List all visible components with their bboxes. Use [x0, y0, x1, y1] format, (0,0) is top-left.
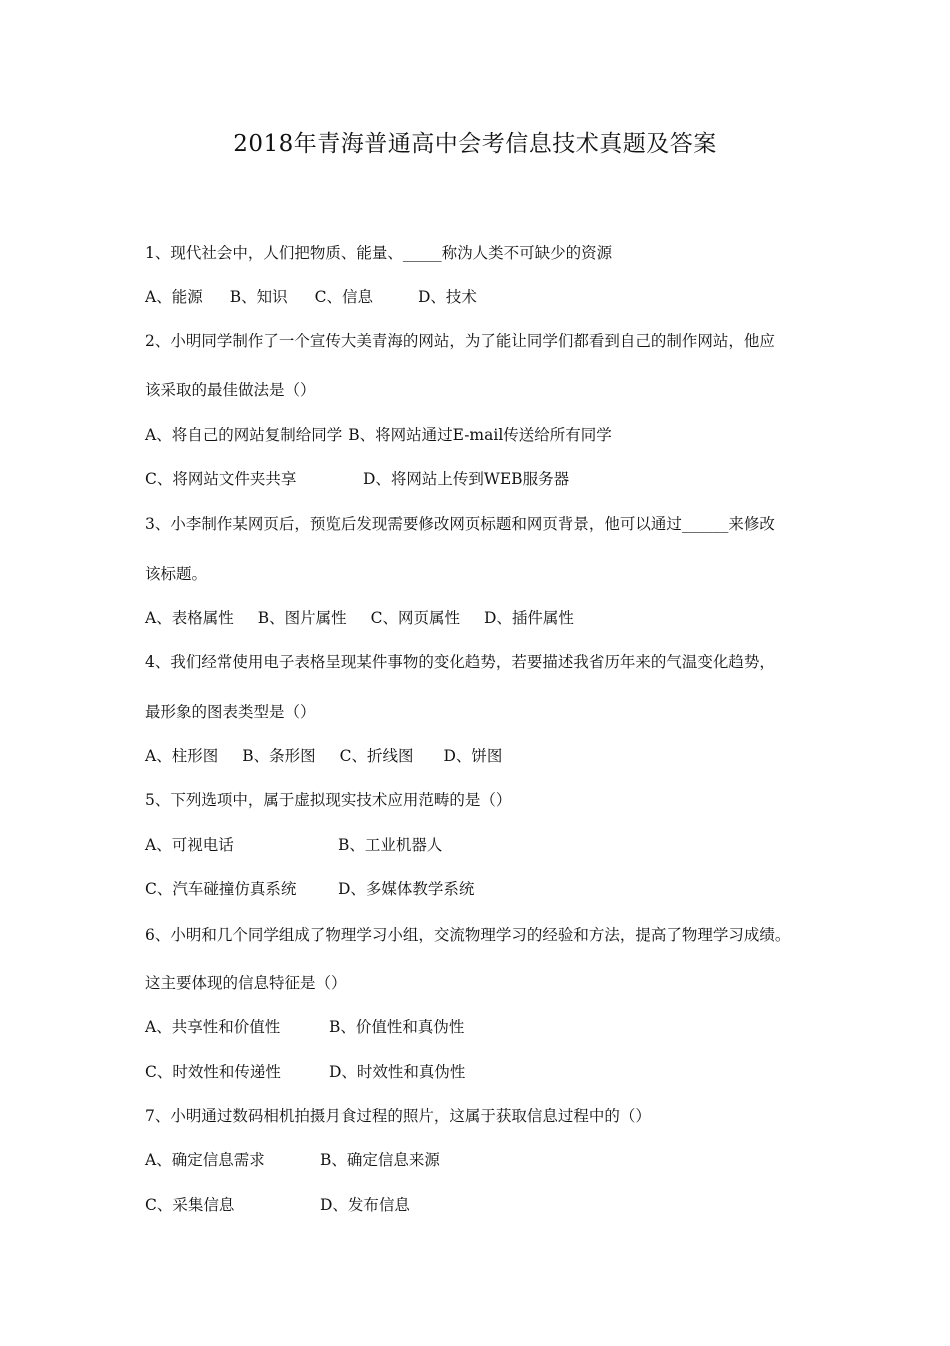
question-3-options — [145, 607, 574, 629]
q3-option-b: B、图片属性 — [257, 609, 347, 627]
q1-option-b: B、知识 — [229, 288, 288, 306]
question-7-options-row2 — [145, 1194, 410, 1216]
q1-option-a: A、能源 — [145, 288, 203, 306]
q1-option-d: D、技术 — [417, 288, 477, 306]
q6-option-b: B、价值性和真伪性 — [329, 1018, 465, 1036]
question-6-options-row2 — [145, 1061, 465, 1083]
q7-option-b: B、确定信息来源 — [320, 1151, 440, 1169]
q2-option-c: C、将网站文件夹共享 — [145, 470, 297, 488]
q4-option-b: B、条形图 — [242, 747, 316, 765]
q4-option-d: D、饼图 — [443, 747, 503, 765]
question-6-options-row1 — [145, 1016, 464, 1038]
page-title: 2018年青海普通高中会考信息技术真题及答案 — [233, 131, 717, 157]
question-6-stem-line2: 这主要体现的信息特征是（） — [145, 974, 347, 992]
q5-option-a: A、可视电话 — [145, 836, 234, 854]
q4-option-a: A、柱形图 — [145, 747, 219, 765]
question-7-stem: 7、小明通过数码相机拍摄月食过程的照片，这属于获取信息过程中的（） — [145, 1107, 651, 1125]
question-6-stem-line1: 6、小明和几个同学组成了物理学习小组，交流物理学习的经验和方法，提高了物理学习成绩。 — [145, 926, 791, 944]
q7-option-a: A、确定信息需求 — [145, 1151, 265, 1169]
q7-option-c: C、采集信息 — [145, 1196, 235, 1214]
question-5-options-row2 — [145, 878, 474, 900]
q3-option-c: C、网页属性 — [370, 609, 460, 627]
q6-option-c: C、时效性和传递性 — [145, 1063, 281, 1081]
question-4-stem-line2: 最形象的图表类型是（） — [145, 703, 316, 721]
q3-option-d: D、插件属性 — [483, 609, 574, 627]
question-2-options-row2 — [145, 468, 569, 490]
question-3-stem-line2: 该标题。 — [145, 565, 208, 583]
question-5-stem: 5、下列选项中，属于虚拟现实技术应用范畴的是（） — [145, 791, 512, 809]
question-2-stem-line1: 2、小明同学制作了一个宣传大美青海的网站，为了能让同学们都看到自己的制作网站，他应 — [145, 332, 775, 350]
q7-option-d: D、发布信息 — [320, 1196, 410, 1214]
q2-option-d: D、将网站上传到WEB服务器 — [363, 470, 570, 488]
question-4-options — [145, 745, 502, 767]
q5-option-b: B、工业机器人 — [338, 836, 443, 854]
question-1-options — [145, 286, 477, 308]
question-7-options-row1 — [145, 1149, 440, 1171]
q6-option-d: D、时效性和真伪性 — [329, 1063, 466, 1081]
q5-option-d: D、多媒体教学系统 — [338, 880, 475, 898]
question-2-stem-line2: 该采取的最佳做法是（） — [145, 381, 316, 399]
q6-option-a: A、共享性和价值性 — [145, 1018, 281, 1036]
q5-option-c: C、汽车碰撞仿真系统 — [145, 880, 297, 898]
q2-option-b: B、将网站通过E-mail传送给所有同学 — [348, 426, 612, 444]
question-2-options-row1 — [145, 424, 612, 446]
q2-option-a: A、将自己的网站复制给同学 — [145, 426, 343, 444]
q1-option-c: C、信息 — [314, 288, 373, 306]
question-3-stem-line1: 3、小李制作某网页后，预览后发现需要修改网页标题和网页背景，他可以通过______来修改 — [145, 515, 775, 533]
question-1-stem: 1、现代社会中，人们把物质、能量、_____称沩人类不可缺少的资源 — [145, 244, 613, 262]
q4-option-c: C、折线图 — [339, 747, 414, 765]
q3-option-a: A、表格属性 — [145, 609, 234, 627]
question-4-stem-line1: 4、我们经常使用电子表格呈现某件事物的变化趋势，若要描述我省历年来的气温变化趋势， — [145, 653, 775, 671]
question-5-options-row1 — [145, 834, 442, 856]
